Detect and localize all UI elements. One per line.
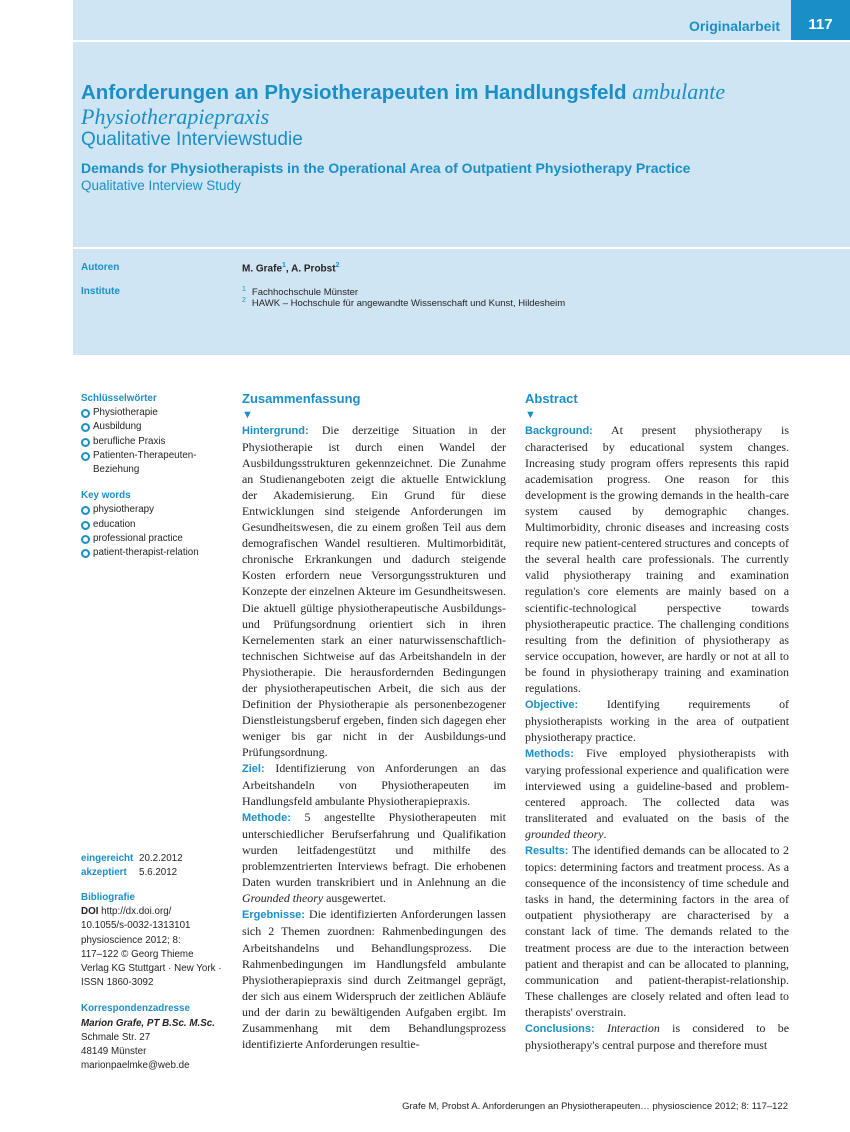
bullet-circle-icon bbox=[81, 452, 90, 461]
keyword-item: Physiotherapie bbox=[81, 406, 231, 420]
bullet-circle-icon bbox=[81, 423, 90, 432]
bullet-circle-icon bbox=[81, 438, 90, 447]
ergebnisse-paragraph: Ergebnisse: Die identifizierten Anforderungen lassen sich 2 Themen zuordnen: Rahmenbedingungen des Arbeitshandelns und Behandlungsprozess. Die Rahmenbedingungen im Handlungsfeld ambulante Physiotherapiepraxis sind durch Zeitmangel geprägt, der sich aus einem Widerspruch der zeitlichen Abläufe und der darin zu bewältigenden Aufgaben ergibt. Im Zusammenhang mit dem Behandlungsprozess identifizierte Anforderungen resultie- bbox=[242, 907, 506, 1051]
keywords-de-heading: Schlüsselwörter bbox=[81, 393, 157, 404]
title-english: Demands for Physiotherapists in the Operational Area of Outpatient Physiotherapy Practice bbox=[81, 160, 691, 176]
triangle-down-icon: ▼ bbox=[525, 409, 536, 421]
methode-paragraph: Methode: 5 angestellte Physiotherapeuten mit unterschiedlicher Berufserfahrung und Qualifikation wurden leitfadengestützt und mithilfe des problemzentrierten Interviews befragt. Die erhobenen Daten wurden transkribiert und in Anlehnung an die Grounded theory ausgewertet. bbox=[242, 810, 506, 906]
biblio-line: 117–122 © Georg Thieme bbox=[81, 948, 194, 960]
page-number: 117 bbox=[791, 0, 850, 40]
triangle-down-icon: ▼ bbox=[242, 409, 253, 421]
accepted-date: 5.6.2012 bbox=[139, 867, 178, 878]
authors-label: Autoren bbox=[81, 262, 120, 273]
accepted-label: akzeptiert bbox=[81, 867, 127, 878]
institute-item: $^1$ Fachhochschule Münster bbox=[242, 286, 359, 299]
background-paragraph: Background: At present physiotherapy is characterised by educational system changes. Increasing study program offers represents this rapid academisation progress. One reason for this development is the growing demands in the health-care system caused by demographic changes. Multimorbidity, chronic diseases and increasing costs require new patient-centered structures and concepts of the several health care professionals. The currently valid physiotherapy training and examination regulation's core elements are mainly based on a scientific-technological perspective towards physiotherapeutic practice. The challenging conditions resulting from the definition of physiotherapy as service occupation, however, are hardly or not at all to be found in physiotherapy training and examination regulations. bbox=[525, 423, 789, 695]
author-name: A. Probst bbox=[291, 263, 336, 275]
title-german bbox=[81, 80, 801, 130]
meta-divider bbox=[73, 247, 850, 249]
institute-item: $^2$ HAWK – Hochschule für angewandte Wissenschaft und Kunst, Hildesheim bbox=[242, 297, 566, 310]
keywords-en-heading: Key words bbox=[81, 490, 131, 502]
correspondence-line: Schmale Str. 27 bbox=[81, 1031, 151, 1043]
author-name: M. Grafe bbox=[242, 263, 283, 275]
ziel-paragraph: Ziel: Identifizierung von Anforderungen an das Arbeitshandeln von Physiotherapeuten im Handlungsfeld ambulante Physiotherapiepraxis. bbox=[242, 760, 506, 809]
title-german-italic: ambulante Physiotherapiepraxis bbox=[81, 79, 726, 129]
submission-dates bbox=[81, 852, 183, 880]
footer-citation: Grafe M, Probst A. Anforderungen an Physiotherapeuten… physioscience 2012; 8: 117–122 bbox=[402, 1101, 788, 1112]
keyword-item: professional practice bbox=[81, 532, 231, 546]
bullet-circle-icon bbox=[81, 549, 90, 558]
institutes-label: Institute bbox=[81, 286, 120, 297]
section-label: Originalarbeit bbox=[688, 18, 780, 34]
correspondence-email[interactable]: marionpaelmke@web.de bbox=[81, 1060, 190, 1072]
biblio-line: Verlag KG Stuttgart · New York · bbox=[81, 963, 222, 975]
keyword-item: physiotherapy bbox=[81, 503, 231, 517]
bullet-circle-icon bbox=[81, 521, 90, 530]
author-list: M. Grafe$^1$, A. Probst$^2$ bbox=[242, 262, 340, 275]
bibliography-heading: Bibliografie bbox=[81, 892, 135, 903]
bibliography-block bbox=[81, 891, 231, 1073]
doi-link[interactable]: http://dx.doi.org/ bbox=[101, 906, 172, 918]
keyword-item: Ausbildung bbox=[81, 420, 231, 434]
hintergrund-paragraph: Hintergrund: Die derzeitige Situation in der Physiotherapie ist durch einen Wandel der Ausbildungsstrukturen gekennzeichnet. Die Zunahme an Studienangeboten zeigt die aktuelle Entwicklung der Akademisierung. Ein Grund für diese Entwicklungen sind steigende Anforderungen im Gesundheitswesen, die zu einem großen Teil aus dem demografischen Wandel resultieren. Multimorbidität, chronische Erkrankungen und dadurch steigende Kosten erfordern neue Versorgungsstrukturen und Konzepte der einzelnen Akteure im Gesundheitswesen. Die aktuell gültige physiotherapeutische Ausbildungs- und Prüfungsordnung orientiert sich in ihren Kernelementen stark an einer naturwissenschaftlich-technischen Sichtweise auf das Arbeitshandeln in der Physiotherapie. Die herausfordernden Bedingungen der physiotherapeutischen Arbeit, die sich aus der Definition der Physiotherapie als personenbezogener Dienstleistungsberuf ergeben, finden sich dagegen eher weniger bis gar nicht in der Ausbildungs-und Prüfungsordnung. bbox=[242, 423, 506, 759]
keywords-sidebar bbox=[81, 392, 231, 560]
author-affiliation: 1 bbox=[282, 262, 286, 269]
doi-label: DOI bbox=[81, 906, 99, 918]
results-paragraph: Results: The identified demands can be allocated to 2 topics: determining factors and treatment process. As a consequence of the inconsistency of time schedule and tasks in hand, the determining factors in the area of outpatient physiotherapy are characterised by a constant lack of time. The demands related to the treatment process are due to the interaction between patient and therapist and can be allocated to planning, communication and patient-therapist-relationship. These challenges are closely related and often lead to therapists' overstrain. bbox=[525, 843, 789, 1019]
bullet-circle-icon bbox=[81, 409, 90, 418]
header-divider bbox=[73, 40, 850, 42]
correspondence-heading: Korrespondenzadresse bbox=[81, 1003, 190, 1015]
correspondence-name: Marion Grafe, PT B.Sc. M.Sc. bbox=[81, 1017, 215, 1029]
received-date: 20.2.2012 bbox=[139, 853, 183, 864]
author-affiliation: 2 bbox=[335, 262, 340, 269]
objective-paragraph: Objective: Identifying requirements of physiotherapists working in the area of outpatient physiotherapy practice. bbox=[525, 696, 789, 744]
zusammenfassung-column bbox=[242, 390, 506, 1052]
received-label: eingereicht bbox=[81, 853, 134, 864]
zusammenfassung-heading: Zusammenfassung bbox=[242, 391, 361, 406]
keyword-item: Patienten-Therapeuten- Beziehung bbox=[81, 449, 231, 477]
bullet-circle-icon bbox=[81, 506, 90, 515]
keyword-item: patient-therapist-relation bbox=[81, 546, 231, 560]
conclusions-paragraph: Conclusions: Interaction is considered to be physiotherapy's central purpose and therefore must bbox=[525, 1020, 789, 1052]
abstract-column bbox=[525, 390, 789, 1053]
biblio-line: 10.1055/s-0032-1313101 bbox=[81, 920, 191, 932]
correspondence-line: 48149 Münster bbox=[81, 1046, 147, 1058]
title-german-main: Anforderungen an Physiotherapeuten im Handlungsfeld bbox=[81, 81, 633, 104]
keyword-item: berufliche Praxis bbox=[81, 435, 231, 449]
biblio-line: ISSN 1860-3092 bbox=[81, 977, 154, 989]
methods-paragraph: Methods: Five employed physiotherapists with varying professional experience and qualification were interviewed using a guideline-based and problem-centered approach. The collected data was transliterated and evaluated on the basis of the grounded theory. bbox=[525, 745, 789, 842]
biblio-line: physioscience 2012; 8: bbox=[81, 934, 181, 946]
abstract-heading: Abstract bbox=[525, 391, 578, 406]
bullet-circle-icon bbox=[81, 535, 90, 544]
subtitle-english: Qualitative Interview Study bbox=[81, 178, 241, 193]
subtitle-german: Qualitative Interviewstudie bbox=[81, 129, 303, 150]
keyword-item: education bbox=[81, 518, 231, 532]
